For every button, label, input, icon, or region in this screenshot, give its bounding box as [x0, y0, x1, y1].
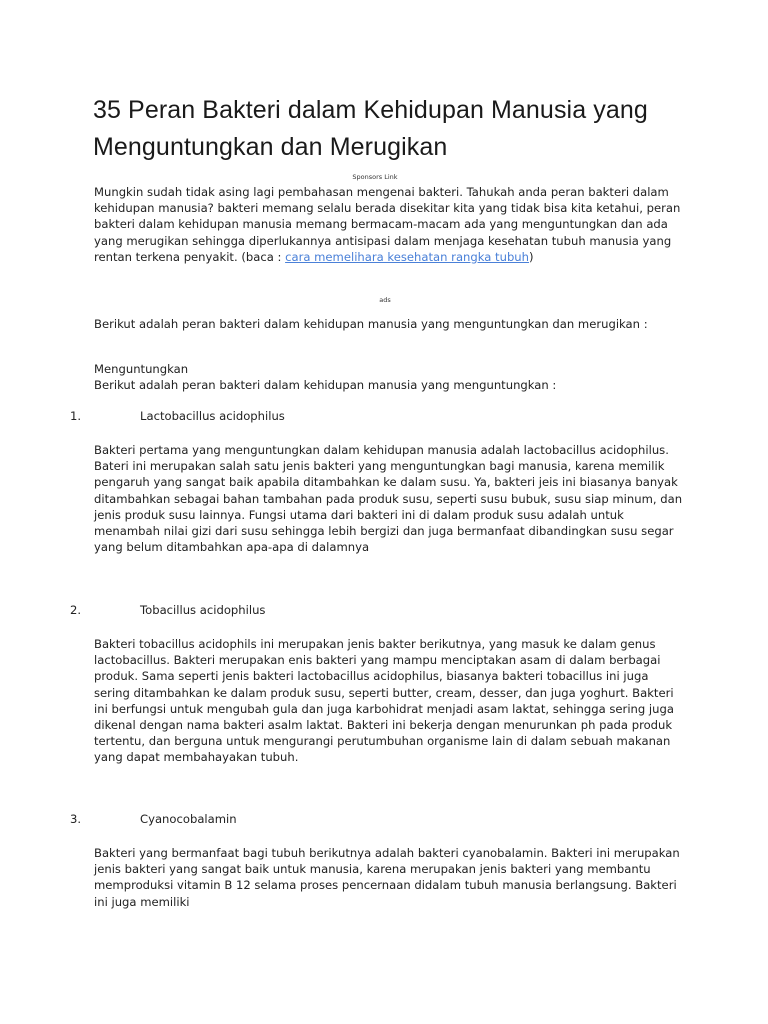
lead-paragraph: Berikut adalah peran bakteri dalam kehidupan manusia yang menguntungkan dan merugikan : [94, 317, 648, 331]
intro-paragraph [94, 184, 684, 265]
list-item-1 [0, 407, 768, 425]
health-link[interactable]: cara memelihara kesehatan rangka tubuh [285, 249, 530, 264]
list-label: Cyanocobalamin [140, 812, 237, 826]
sponsor-label: Sponsors Link [352, 173, 398, 181]
list-number: 1. [70, 409, 82, 423]
list-item-2 [0, 601, 768, 619]
item-2-body: Bakteri tobacillus acidophils ini merupakan jenis bakter berikutnya, yang masuk ke dalam genus lactobacillus. Bakteri merupakan enis bakteri yang mampu menciptakan asam di dalam berbagai produk. Sama seperti jenis bakteri lactobacillus acidophilus, biasanya bakteri tobacillus ini juga sering ditambahkan ke dalam produk susu, seperti butter, cream, desser, dan juga yoghurt. Bakteri ini berfungsi untuk mengubah gula dan juga karbohidrat menjadi asam laktat, sehingga sering juga dikenal dengan nama bakteri asalm laktat. Bakteri ini bekerja dengan menurunkan ph pada produk tertentu, dan berguna untuk mengurangi perutumbuhan organisme lain di dalam sebuah makanan yang dapat membahayakan tubuh. [94, 637, 674, 765]
section-lead: Berikut adalah peran bakteri dalam kehidupan manusia yang menguntungkan : [94, 378, 557, 392]
list-number: 3. [70, 812, 82, 826]
intro-text: Mungkin sudah tidak asing lagi pembahasan mengenai bakteri. Tahukah anda peran bakteri dalam kehidupan manusia? bakteri memang selalu berada disekitar kita yang tidak bisa kita ketahui, peran bakteri dalam kehidupan manusia memang bermacam-macam ada yang menguntungkan dan ada yang merugikan sehingga diperlukannya antisipasi dalam menjaga kesehatan tubuh manusia yang rentan terkena penyakit. (baca : [94, 185, 681, 264]
list-label: Tobacillus acidophilus [140, 603, 266, 617]
item-3-body: Bakteri yang bermanfaat bagi tubuh berikutnya adalah bakteri cyanobalamin. Bakteri ini merupakan jenis bakteri yang sangat baik untuk manusia, karena merupakan jenis bakteri yang membantu memproduksi vitamin B 12 selama proses pencernaan didalam tubuh manusia berlangsung. Bakteri ini juga memiliki [94, 846, 680, 909]
list-item-3 [0, 810, 768, 828]
ads-label: ads [379, 296, 391, 304]
intro-text-end: ) [529, 249, 534, 264]
item-1-body: Bakteri pertama yang menguntungkan dalam kehidupan manusia adalah lactobacillus acidophilus. Bateri ini merupakan salah satu jenis bakteri yang menguntungkan bagi manusia, karena memilik pengaruh yang sangat baik apabila ditambahkan ke dalam susu. Ya, bakteri jeis ini biasanya banyak ditambahkan sebagai bahan tambahan pada produk susu, seperti susu bubuk, susu siap minum, dan jenis produk susu lainnya. Fungsi utama dari bakteri ini di dalam produk susu adalah untuk menambah nilai gizi dari susu sehingga lebih bergizi dan juga bermanfaat dibandingkan susu segar yang belum ditambahkan apa-apa di dalamnya [94, 443, 683, 555]
list-label: Lactobacillus acidophilus [140, 409, 285, 423]
list-number: 2. [70, 603, 82, 617]
section-heading: Menguntungkan [94, 362, 189, 376]
page-title: 35 Peran Bakteri dalam Kehidupan Manusia yang Menguntungkan dan Merugikan [93, 96, 648, 161]
